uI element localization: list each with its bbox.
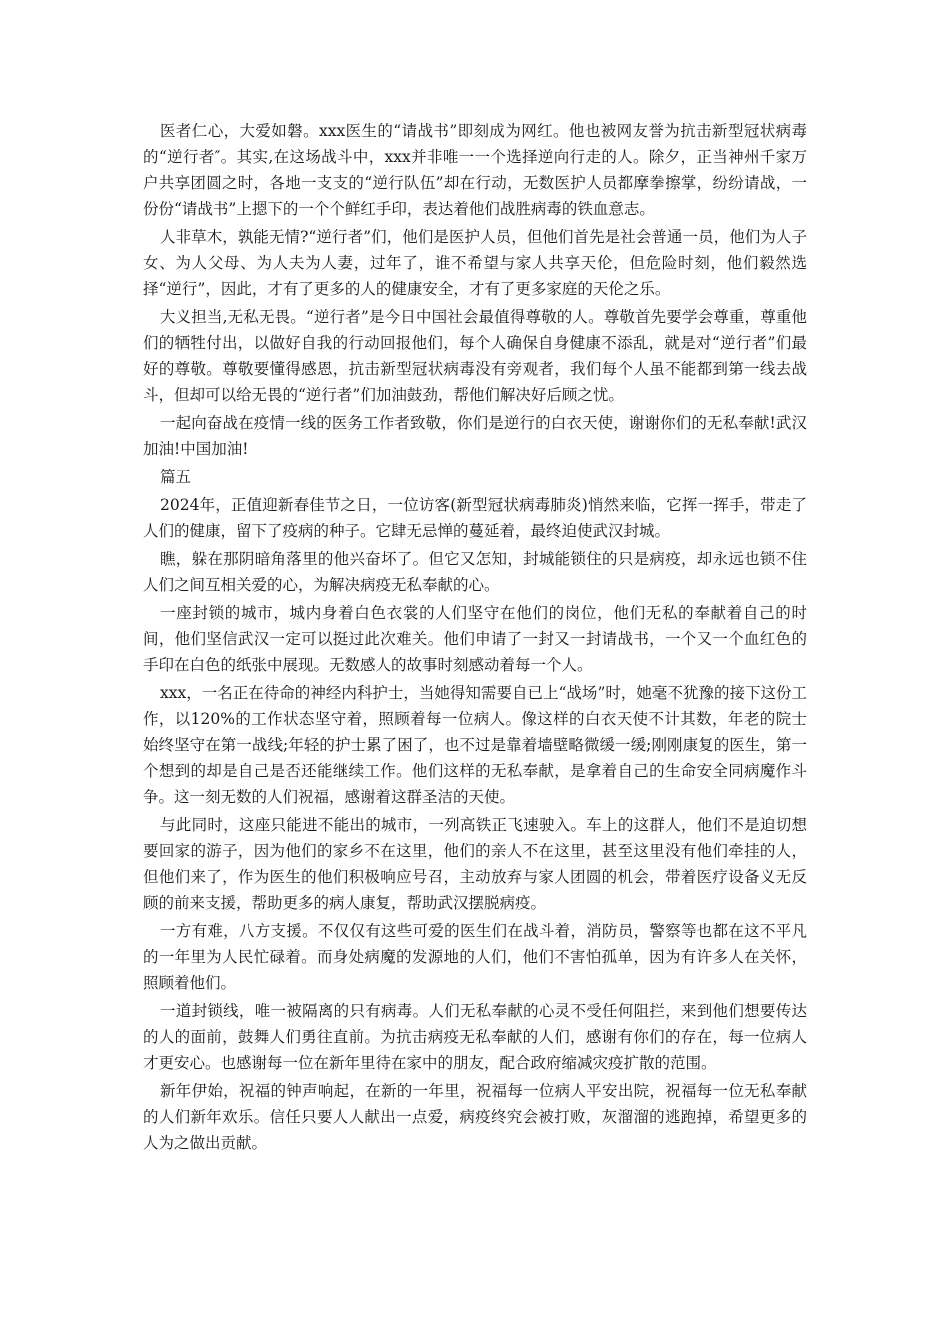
paragraph: 与此同时，这座只能进不能出的城市，一列高铁正飞速驶入。车上的这群人，他们不是迫切想要回家的游子，因为他们的家乡不在这里，他们的亲人不在这里，甚至这里没有他们牵挂的人，但他们来了，作为医生的他们积极响应号召，主动放弃与家人团圆的机会，带着医疗设备义无反顾的前来支援，帮助更多的病人康复，帮助武汉摆脱病疫。: [143, 816, 807, 912]
paragraph: 一起向奋战在疫情一线的医务工作者致敬，你们是逆行的白衣天使，谢谢你们的无私奉献!武汉加油!中国加油!: [143, 414, 807, 458]
paragraph: 一座封锁的城市，城内身着白色衣裳的人们坚守在他们的岗位，他们无私的奉献着自己的时间，他们坚信武汉一定可以挺过此次难关。他们申请了一封又一封请战书，一个又一个血红色的手印在白色的纸张中展现。无数感人的故事时刻感动着每一个人。: [143, 604, 807, 674]
section-heading: 篇五: [160, 468, 192, 486]
paragraph: 新年伊始，祝福的钟声响起，在新的一年里，祝福每一位病人平安出院，祝福每一位无私奉献的人们新年欢乐。信任只要人人献出一点爱，病疫终究会被打败，灰溜溜的逃跑掉，希望更多的人为之做出贡献。: [143, 1082, 807, 1152]
paragraph: 人非草木，孰能无情?“逆行者”们，他们是医护人员，但他们首先是社会普通一员，他们为人子女、为人父母、为人夫为人妻，过年了，谁不希望与家人共享天伦，但危险时刻，他们毅然选择“逆行”，因此，才有了更多的人的健康安全，才有了更多家庭的天伦之乐。: [143, 228, 807, 298]
paragraph: 一道封锁线，唯一被隔离的只有病毒。人们无私奉献的心灵不受任何阻拦，来到他们想要传达的人的面前，鼓舞人们勇往直前。为抗击病疫无私奉献的人们，感谢有你们的存在，每一位病人才更安心。也感谢每一位在新年里待在家中的朋友，配合政府缩减灾疫扩散的范围。: [143, 1002, 807, 1072]
paragraph: 大义担当,无私无畏。“逆行者”是今日中国社会最值得尊敬的人。尊敬首先要学会尊重，尊重他们的牺牲付出，以做好自我的行动回报他们，每个人确保自身健康不添乱，就是对“逆行者”们最好的尊敬。尊敬要懂得感恩，抗击新型冠状病毒没有旁观者，我们每个人虽不能都到第一线去战斗，但却可以给无畏的“逆行者”们加油鼓劲，帮他们解决好后顾之忧。: [143, 308, 807, 404]
document-body: [143, 118, 807, 1158]
paragraph: 一方有难，八方支援。不仅仅有这些可爱的医生们在战斗着，消防员，警察等也都在这不平凡的一年里为人民忙碌着。而身处病魔的发源地的人们，他们不害怕孤单，因为有许多人在关怀，照顾着他们。: [143, 922, 807, 992]
paragraph: 医者仁心，大爱如磐。xxx医生的“请战书”即刻成为网红。他也被网友誉为抗击新型冠状病毒的“逆行者″。其实,在这场战斗中，xxx并非唯一一个选择逆向行走的人。除夕，正当神州千家万户共享团圆之时，各地一支支的“逆行队伍”却在行动，无数医护人员都摩拳擦掌，纷纷请战，一份份“请战书”上摁下的一个个鲜红手印，表达着他们战胜病毒的铁血意志。: [143, 122, 807, 218]
paragraph: xxx，一名正在待命的神经内科护士，当她得知需要自已上“战场”时，她毫不犹豫的接下这份工作，以120%的工作状态坚守着，照顾着每一位病人。像这样的白衣天使不计其数，年老的院士始终坚守在第一战线;年轻的护士累了困了，也不过是靠着墙壁略微缓一缓;刚刚康复的医生，第一个想到的却是自己是否还能继续工作。他们这样的无私奉献，是拿着自己的生命安全同病魔作斗争。这一刻无数的人们祝福，感谢着这群圣洁的天使。: [143, 684, 807, 806]
paragraph: 瞧，躲在那阴暗角落里的他兴奋坏了。但它又怎知，封城能锁住的只是病疫，却永远也锁不住人们之间互相关爱的心，为解决病疫无私奉献的心。: [143, 550, 807, 594]
paragraph: 2024年，正值迎新春佳节之日，一位访客(新型冠状病毒肺炎)悄然来临，它挥一挥手，带走了人们的健康，留下了疫病的种子。它肆无忌惮的蔓延着，最终迫使武汉封城。: [143, 496, 807, 540]
